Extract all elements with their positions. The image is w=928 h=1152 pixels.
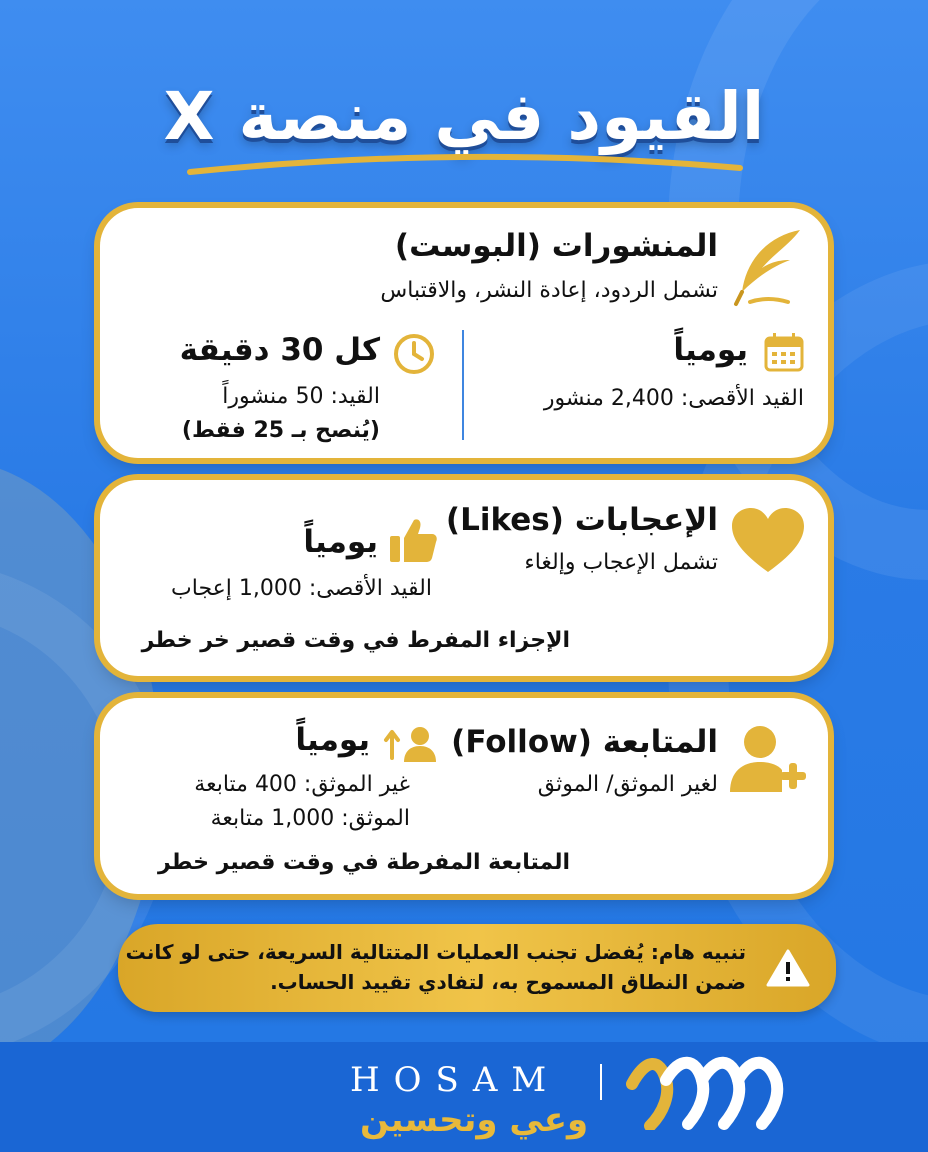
add-user-icon (726, 722, 808, 798)
likes-heading: الإعجابات (Likes) (445, 502, 718, 538)
follow-unverified-limit: غير الموثق: 400 متابعة (194, 772, 410, 797)
follow-warning: المتابعة المفرطة في وقت قصير خطر (158, 850, 570, 875)
warning-icon (766, 948, 810, 988)
likes-subtitle: تشمل الإعجاب وإلغاء (524, 550, 718, 575)
heart-icon (730, 506, 806, 574)
clock-icon (392, 332, 436, 376)
brand-tagline: وعي وتحسين (360, 1100, 589, 1140)
posts-subtitle: تشمل الردود، إعادة النشر، والاقتباس (380, 278, 718, 303)
title-underline (185, 150, 745, 178)
follow-heading: المتابعة (Follow) (451, 724, 718, 760)
follow-card (100, 698, 828, 894)
notice-banner (118, 924, 836, 1012)
likes-warning: الإجزاء المفرط في وقت قصير خر خطر (141, 628, 570, 653)
likes-daily-limit: القيد الأقصى: 1,000 إعجاب (171, 576, 432, 601)
brand-separator (600, 1064, 602, 1100)
likes-card (100, 480, 828, 676)
column-divider (462, 330, 464, 440)
user-follow-up-icon (382, 724, 438, 764)
brand-name: HOSAM (350, 1060, 561, 1100)
posts-half-hour-advice: (يُنصح بـ 25 فقط) (181, 418, 380, 443)
likes-daily-label: يومياً (303, 524, 378, 560)
posts-half-hour-limit: القيد: 50 منشوراً (222, 384, 380, 409)
brand-logo-icon (626, 1054, 786, 1130)
calendar-icon (762, 330, 806, 374)
notice-line-1: تنبيه هام: يُفضل تجنب العمليات المتتالية السريعة، حتى لو كانت (125, 940, 746, 964)
posts-heading: المنشورات (البوست) (394, 228, 718, 264)
page-title: القيود في منصة X (163, 78, 765, 155)
thumbs-up-icon (388, 516, 438, 564)
page-title-wrap (0, 78, 928, 155)
posts-daily-label: يومياً (673, 332, 748, 368)
feather-quill-icon (728, 226, 808, 308)
follow-subtitle: لغير الموثق/ الموثق (537, 772, 718, 797)
follow-daily-label: يومياً (295, 722, 370, 758)
notice-line-2: ضمن النطاق المسموح به، لتفادي تقييد الحساب. (270, 970, 746, 994)
follow-verified-limit: الموثق: 1,000 متابعة (210, 806, 410, 831)
posts-daily-limit: القيد الأقصى: 2,400 منشور (543, 386, 804, 411)
posts-half-hour-label: كل 30 دقيقة (179, 332, 380, 368)
posts-card (100, 208, 828, 458)
